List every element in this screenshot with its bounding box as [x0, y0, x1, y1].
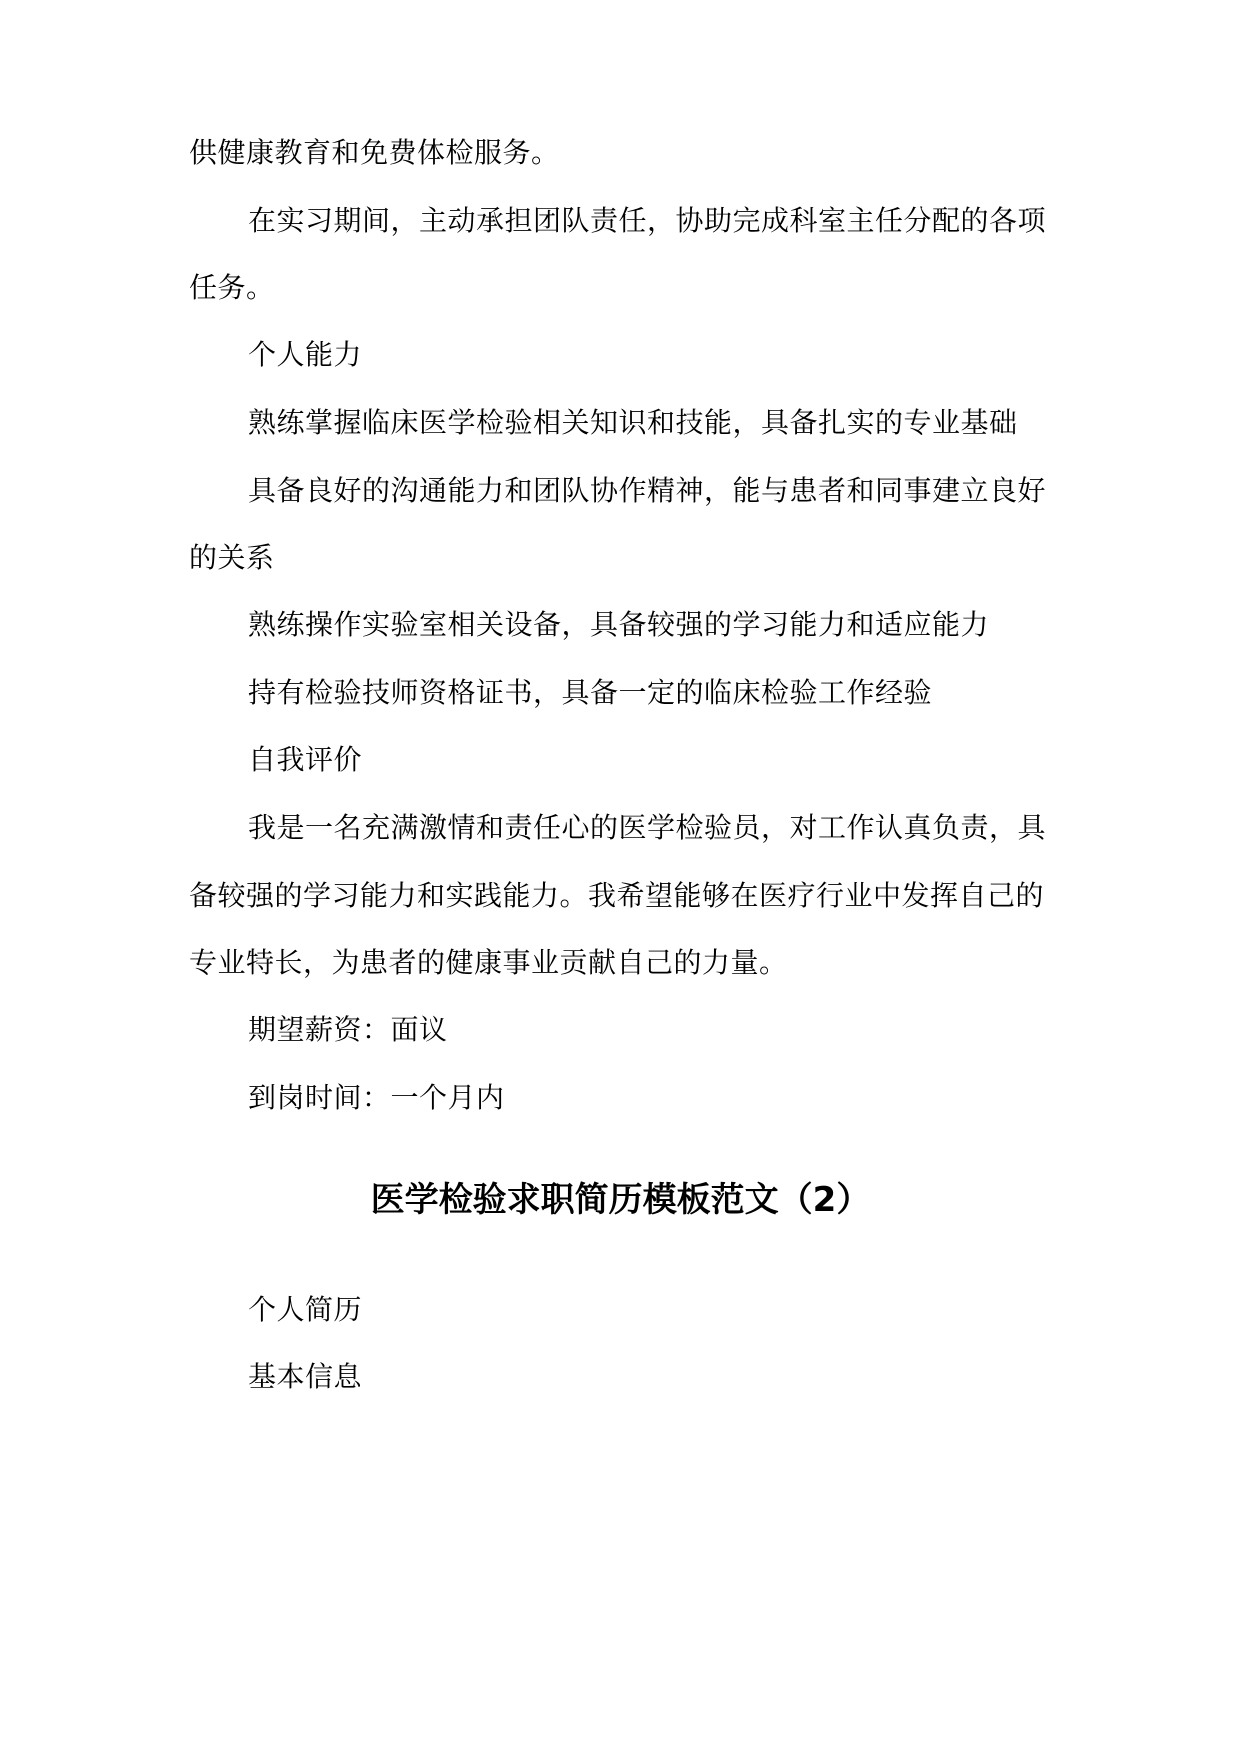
paragraph-line: 在实习期间，主动承担团队责任，协助完成科室主任分配的各项 — [248, 204, 1047, 237]
paragraph-line: 熟练操作实验室相关设备，具备较强的学习能力和适应能力 — [248, 608, 990, 641]
section-label-basic-info: 基本信息 — [248, 1360, 363, 1393]
paragraph-line: 的关系 — [189, 541, 275, 574]
paragraph-line: 持有检验技师资格证书，具备一定的临床检验工作经验 — [248, 676, 933, 709]
paragraph-line: 供健康教育和免费体检服务。 — [189, 136, 560, 169]
paragraph-line: 任务。 — [189, 271, 275, 304]
paragraph-line: 备较强的学习能力和实践能力。我希望能够在医疗行业中发挥自己的 — [189, 879, 1045, 912]
section-label-personal-ability: 个人能力 — [248, 338, 363, 371]
availability: 到岗时间：一个月内 — [248, 1081, 505, 1114]
section-label-self-evaluation: 自我评价 — [248, 743, 363, 776]
paragraph-line: 具备良好的沟通能力和团队协作精神，能与患者和同事建立良好 — [248, 474, 1047, 507]
paragraph-line: 专业特长，为患者的健康事业贡献自己的力量。 — [189, 946, 788, 979]
document-heading: 医学检验求职简历模板范文（2） — [370, 1180, 871, 1220]
paragraph-line: 我是一名充满激情和责任心的医学检验员，对工作认真负责，具 — [248, 811, 1047, 844]
section-label-resume: 个人简历 — [248, 1293, 363, 1326]
expected-salary: 期望薪资：面议 — [248, 1013, 448, 1046]
paragraph-line: 熟练掌握临床医学检验相关知识和技能，具备扎实的专业基础 — [248, 406, 1018, 439]
